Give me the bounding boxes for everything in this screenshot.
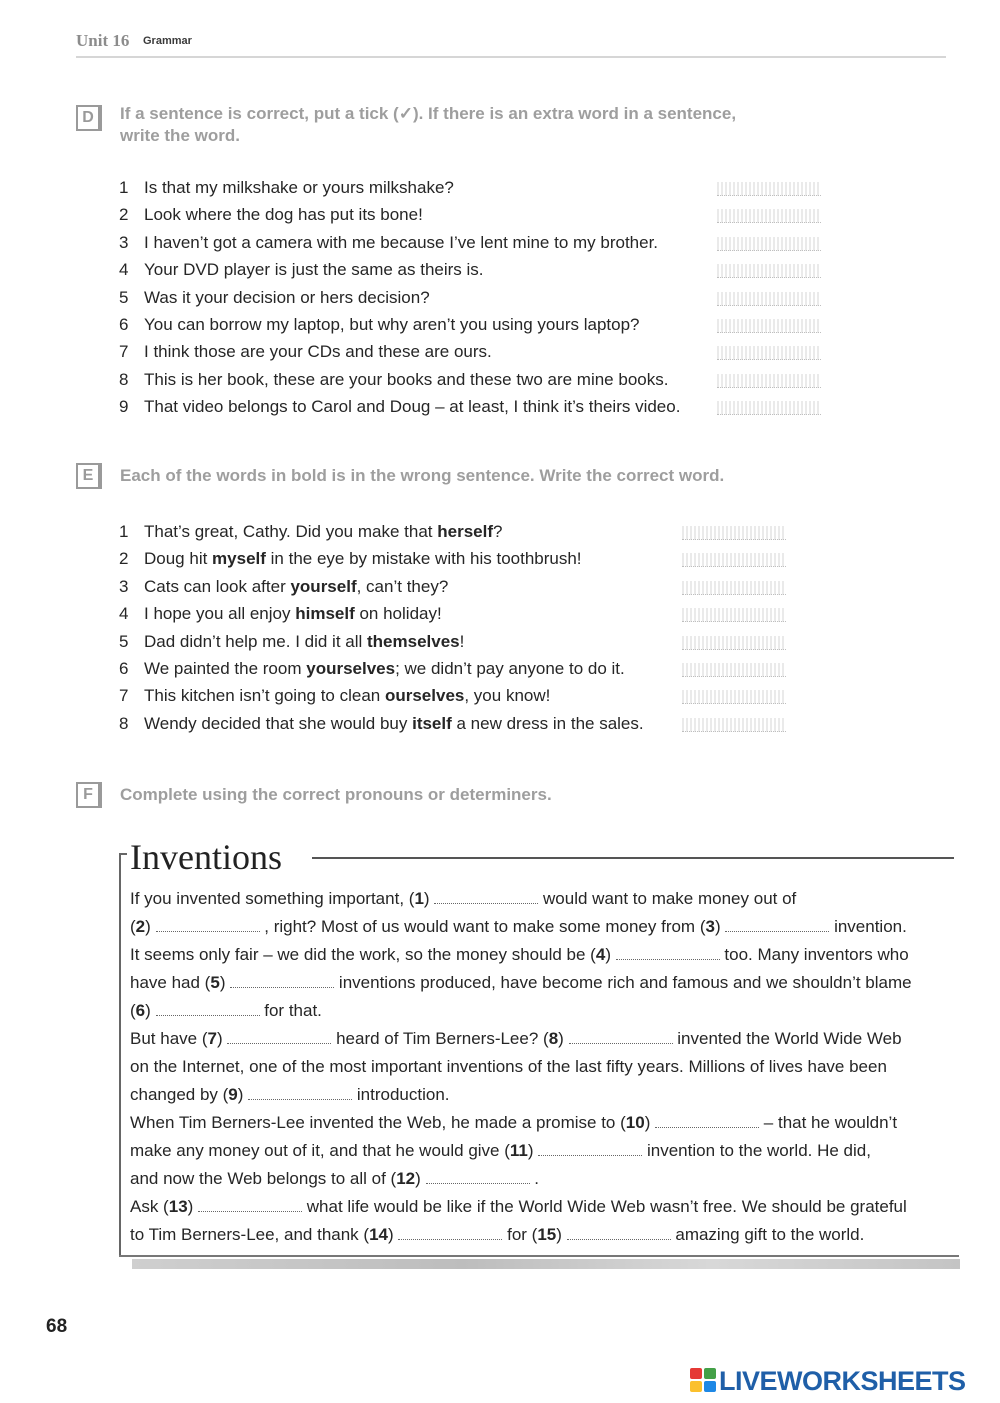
gap-input[interactable] [156, 1002, 260, 1016]
answer-field[interactable] [682, 690, 786, 704]
item-number: 2 [119, 549, 129, 569]
section-d-instruction [120, 103, 736, 147]
item-text: ; we didn’t pay anyone to do it. [395, 658, 625, 678]
section-f-badge: F [76, 782, 102, 808]
answer-field[interactable] [717, 237, 821, 251]
box-left-border [119, 853, 121, 1257]
gap-number: 15 [537, 1225, 557, 1244]
inventions-title: Inventions [130, 837, 282, 877]
item-number: 4 [119, 260, 129, 280]
logo-square-icon [704, 1368, 716, 1379]
list-item [119, 176, 680, 203]
gap-number: 12 [396, 1169, 416, 1188]
list-item [119, 520, 644, 547]
item-text: I haven’t got a camera with me because I’ve lent mine to my brother. [144, 232, 659, 252]
answer-field[interactable] [717, 401, 821, 415]
item-text: , you know! [464, 686, 551, 706]
gap-number: 5 [210, 973, 220, 992]
answer-field[interactable] [717, 346, 821, 360]
gap-input[interactable] [434, 890, 538, 904]
list-item [119, 313, 680, 340]
bold-word: yourselves [306, 658, 396, 678]
page-header [76, 30, 946, 58]
section-label: Grammar [143, 35, 192, 47]
section-e-badge: E [76, 463, 102, 489]
gap-input[interactable] [569, 1030, 673, 1044]
item-text: Is that my milkshake or yours milkshake? [144, 178, 454, 197]
item-text: Your DVD player is just the same as theirs is. [144, 260, 484, 280]
list-item [119, 684, 644, 711]
item-text: in the eye by mistake with his toothbrush! [265, 549, 582, 569]
gap-number: 13 [168, 1197, 188, 1216]
logo-square-icon [690, 1381, 702, 1392]
answer-field[interactable] [682, 663, 786, 677]
item-text: Doug hit [144, 549, 213, 569]
gap-number: 7 [207, 1029, 217, 1048]
answer-field[interactable] [682, 608, 786, 622]
item-number: 1 [119, 522, 129, 541]
item-text: ? [492, 522, 503, 541]
answer-field[interactable] [682, 636, 786, 650]
passage-line: Ask (13) what life would be like if the World Wide Web wasn’t free. We should be grateful [130, 1197, 907, 1216]
item-number: 7 [119, 342, 129, 362]
gap-number: 3 [705, 917, 715, 936]
item-number: 4 [119, 604, 129, 624]
gap-number: 9 [228, 1085, 238, 1104]
section-d-instruction-line2: write the word. [120, 126, 240, 145]
gap-input[interactable] [655, 1114, 759, 1128]
item-number: 3 [119, 576, 129, 596]
list-item [119, 575, 644, 602]
list-item [119, 547, 644, 574]
item-text: Dad didn’t help me. I did it all [144, 631, 368, 651]
logo-text: LIVEWORKSHEETS [719, 1366, 966, 1396]
page-number: 68 [46, 1316, 68, 1337]
bold-word: itself [412, 713, 452, 733]
section-e-instruction: Each of the words in bold is in the wrong sentence. Write the correct word. [120, 466, 725, 485]
answer-field[interactable] [717, 374, 821, 388]
logo-square-icon [690, 1368, 702, 1379]
inventions-passage [130, 885, 950, 1249]
gap-number: 2 [135, 917, 146, 936]
gap-input[interactable] [156, 918, 260, 932]
answer-field[interactable] [717, 319, 821, 333]
item-number: 3 [119, 232, 129, 252]
bold-word: themselves [367, 631, 460, 651]
item-text: , can’t they? [356, 576, 449, 596]
bold-word: myself [212, 549, 266, 569]
passage-line: to Tim Berners-Lee, and thank (14) for (15) amazing gift to the world. [130, 1225, 865, 1244]
item-number: 1 [119, 178, 129, 197]
passage-line: It seems only fair – we did the work, so the money should be (4) too. Many inventors who [130, 945, 909, 964]
item-number: 6 [119, 658, 129, 678]
box-shadow [132, 1259, 960, 1269]
gap-input[interactable] [398, 1226, 502, 1240]
item-text: That’s great, Cathy. Did you make that [144, 522, 438, 541]
item-text: a new dress in the sales. [451, 713, 644, 733]
item-text: I hope you all enjoy [144, 604, 296, 624]
gap-number: 10 [625, 1113, 645, 1132]
answer-field[interactable] [717, 292, 821, 306]
answer-field[interactable] [717, 209, 821, 223]
list-item [119, 258, 680, 285]
gap-input[interactable] [616, 946, 720, 960]
box-bottom-border [119, 1255, 959, 1257]
list-item [119, 630, 644, 657]
gap-number: 1 [414, 889, 424, 908]
list-item [119, 231, 680, 258]
answer-field[interactable] [682, 718, 786, 732]
item-number: 7 [119, 686, 129, 706]
item-text: ! [459, 631, 465, 651]
gap-number: 11 [509, 1141, 528, 1160]
passage-line: But have (7) heard of Tim Berners-Lee? (8) invented the World Wide Web [130, 1029, 902, 1048]
item-text: Cats can look after [144, 576, 291, 596]
passage-line: and now the Web belongs to all of (12) . [130, 1169, 539, 1188]
section-d-instruction-line1: If a sentence is correct, put a tick (✓). If there is an extra word in a sentence, [120, 104, 737, 123]
gap-input[interactable] [248, 1086, 352, 1100]
gap-number: 8 [548, 1029, 559, 1048]
gap-input[interactable] [725, 918, 829, 932]
item-number: 8 [119, 369, 129, 389]
liveworksheets-logo-icon [690, 1368, 716, 1392]
list-item [119, 286, 680, 313]
list-item [119, 395, 680, 422]
item-text: That video belongs to Carol and Doug – at least, I think it’s theirs video. [144, 397, 681, 417]
gap-number: 6 [135, 1001, 146, 1020]
gap-input[interactable] [538, 1142, 642, 1156]
passage-line: (2) , right? Most of us would want to make some money from (3) invention. [130, 917, 907, 936]
title-rule [312, 857, 954, 859]
bold-word: herself [437, 522, 493, 541]
item-text: on holiday! [354, 604, 442, 624]
gap-input[interactable] [230, 974, 334, 988]
list-item [119, 203, 680, 230]
passage-line: on the Internet, one of the most important inventions of the last fifty years. Millions of lives have been [130, 1057, 887, 1076]
item-number: 2 [119, 205, 129, 225]
gap-input[interactable] [426, 1170, 530, 1184]
passage-line: When Tim Berners-Lee invented the Web, he made a promise to (10) – that he wouldn’t [130, 1113, 898, 1132]
list-item [119, 712, 644, 739]
section-d-list [119, 176, 680, 423]
passage-line: have had (5) inventions produced, have become rich and famous and we shouldn’t blame [130, 973, 912, 992]
list-item [119, 368, 680, 395]
item-text: We painted the room [144, 658, 307, 678]
gap-number: 4 [595, 945, 606, 964]
item-text: This is her book, these are your books and these two are mine books. [144, 369, 669, 389]
list-item [119, 602, 644, 629]
passage-line: changed by (9) introduction. [130, 1085, 450, 1104]
item-number: 6 [119, 314, 129, 334]
bold-word: himself [295, 604, 355, 624]
answer-field[interactable] [682, 581, 786, 595]
passage-line: If you invented something important, (1) would want to make money out of [130, 889, 797, 908]
gap-number: 14 [369, 1225, 388, 1244]
item-number: 8 [119, 713, 129, 733]
item-text: You can borrow my laptop, but why aren’t you using yours laptop? [144, 314, 640, 334]
unit-label: Unit 16 [76, 31, 130, 50]
passage-line: (6) for that. [130, 1001, 322, 1020]
bold-word: ourselves [384, 686, 465, 706]
logo-square-icon [704, 1381, 716, 1392]
gap-input[interactable] [567, 1226, 671, 1240]
answer-field[interactable] [717, 182, 821, 196]
item-text: Wendy decided that she would buy [144, 713, 413, 733]
item-text: This kitchen isn’t going to clean [144, 686, 385, 706]
gap-input[interactable] [227, 1030, 331, 1044]
answer-field[interactable] [682, 553, 786, 567]
item-number: 5 [119, 287, 129, 307]
list-item [119, 340, 680, 367]
gap-input[interactable] [198, 1198, 302, 1212]
bold-word: yourself [290, 576, 357, 596]
list-item [119, 657, 644, 684]
item-number: 5 [119, 631, 129, 651]
passage-line: make any money out of it, and that he would give (11) invention to the world. He did, [130, 1141, 871, 1160]
item-number: 9 [119, 397, 129, 417]
item-text: I think those are your CDs and these are ours. [144, 342, 492, 362]
section-f-instruction: Complete using the correct pronouns or determiners. [120, 785, 552, 804]
item-text: Was it your decision or hers decision? [144, 287, 430, 307]
section-d-badge: D [76, 105, 102, 131]
section-e-list [119, 520, 644, 739]
item-text: Look where the dog has put its bone! [144, 205, 423, 225]
answer-field[interactable] [682, 526, 786, 540]
answer-field[interactable] [717, 264, 821, 278]
